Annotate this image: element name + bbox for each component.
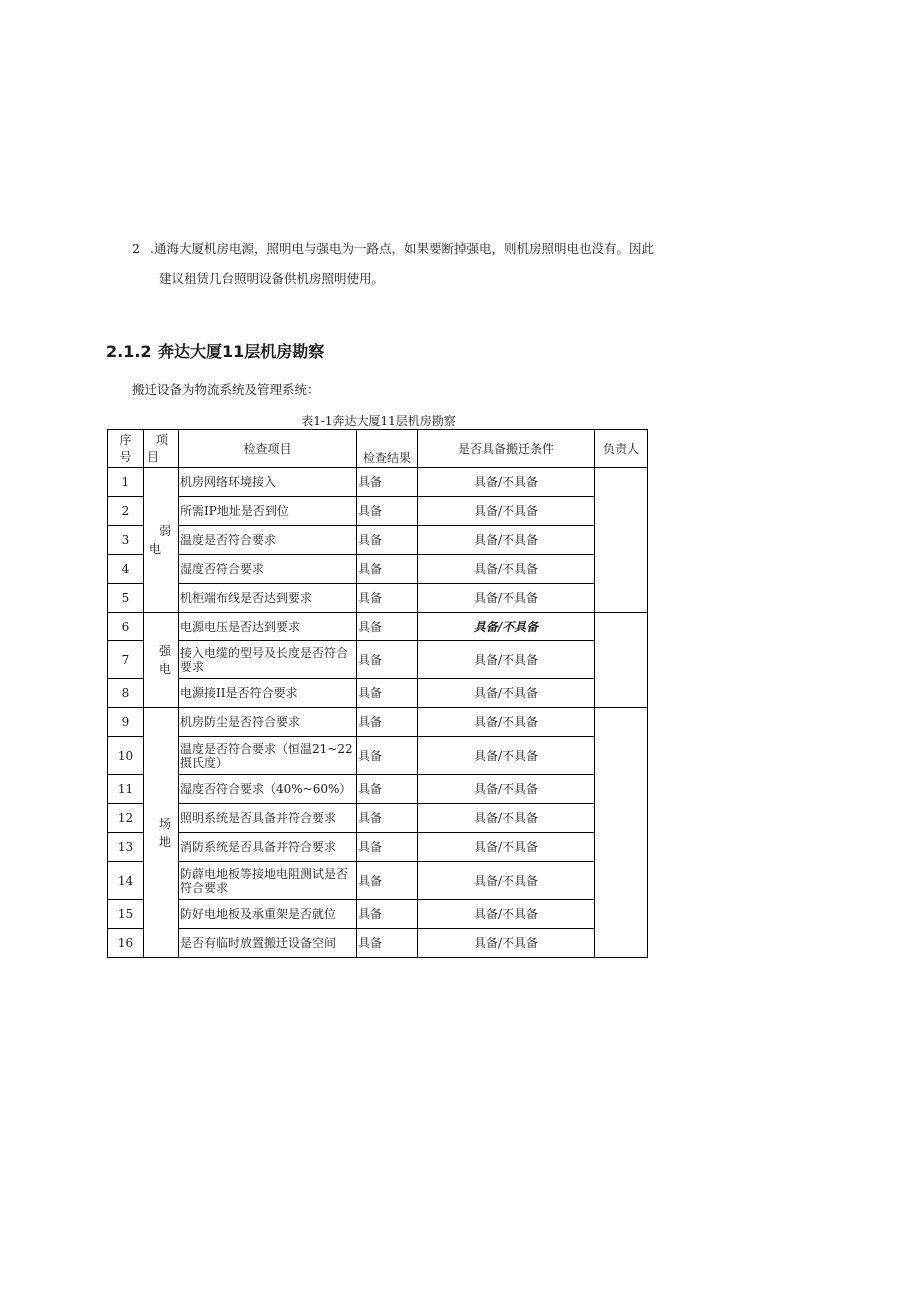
row-item: 机柜端布线是否达到要求 bbox=[179, 584, 357, 613]
row-condition: 具备/不具备 bbox=[418, 555, 595, 584]
row-result: 具备 bbox=[357, 526, 418, 555]
row-item: 照明系统是否具备并符合要求 bbox=[179, 804, 357, 833]
header-result: 检查结果 bbox=[357, 430, 418, 468]
row-condition: 具备/不具备 bbox=[418, 804, 595, 833]
group-cell-weak-current: 弱 电 bbox=[144, 468, 179, 613]
table-row bbox=[108, 708, 648, 737]
inspection-table bbox=[107, 429, 648, 958]
row-result: 具备 bbox=[357, 862, 418, 900]
row-condition: 具备/不具备 bbox=[418, 497, 595, 526]
row-result: 具备 bbox=[357, 900, 418, 929]
row-seq: 8 bbox=[108, 679, 144, 708]
row-result: 具备 bbox=[357, 679, 418, 708]
row-result: 具备 bbox=[357, 737, 418, 775]
paragraph-line-1 bbox=[132, 241, 654, 257]
row-item: 温度是否符合要求 bbox=[179, 526, 357, 555]
table-row bbox=[108, 900, 648, 929]
row-condition: 具备/不具备 bbox=[418, 468, 595, 497]
owner-cell-site bbox=[595, 708, 648, 958]
row-result: 具备 bbox=[357, 584, 418, 613]
row-seq: 1 bbox=[108, 468, 144, 497]
row-seq: 3 bbox=[108, 526, 144, 555]
row-result: 具备 bbox=[357, 833, 418, 862]
row-seq: 9 bbox=[108, 708, 144, 737]
row-item: 接入电缆的型号及长度是否符合要求 bbox=[179, 641, 357, 679]
header-item: 检查项目 bbox=[179, 430, 357, 468]
row-condition: 具备/不具备 bbox=[418, 737, 595, 775]
row-item: 防好电地板及承重架是否就位 bbox=[179, 900, 357, 929]
row-result: 具备 bbox=[357, 641, 418, 679]
row-condition: 具备/不具备 bbox=[418, 833, 595, 862]
paragraph-number: 2 bbox=[132, 241, 140, 256]
row-item: 所需IP地址是否到位 bbox=[179, 497, 357, 526]
table-row bbox=[108, 679, 648, 708]
row-item: 电源接II是否符合要求 bbox=[179, 679, 357, 708]
row-condition: 具备/不具备 bbox=[418, 862, 595, 900]
header-owner: 负责人 bbox=[595, 430, 648, 468]
row-item: 温度是否符合要求（恒温21~22摄氏度） bbox=[179, 737, 357, 775]
section-heading bbox=[106, 339, 324, 362]
owner-cell-weak-current bbox=[595, 468, 648, 613]
row-condition: 具备/不具备 bbox=[418, 526, 595, 555]
row-seq: 14 bbox=[108, 862, 144, 900]
row-seq: 16 bbox=[108, 929, 144, 958]
section-title: 奔达大厦11层机房勘察 bbox=[158, 342, 325, 361]
table-row bbox=[108, 775, 648, 804]
row-result: 具备 bbox=[357, 929, 418, 958]
row-seq: 13 bbox=[108, 833, 144, 862]
row-condition: 具备/不具备 bbox=[418, 708, 595, 737]
row-item: 是否有临时放置搬迁设备空间 bbox=[179, 929, 357, 958]
table-row bbox=[108, 737, 648, 775]
header-seq: 序 号 bbox=[108, 430, 144, 468]
owner-cell-strong-current bbox=[595, 613, 648, 708]
row-condition: 具备/不具备 bbox=[418, 584, 595, 613]
table-row bbox=[108, 584, 648, 613]
row-result: 具备 bbox=[357, 613, 418, 641]
row-item: 机房防尘是否符合要求 bbox=[179, 708, 357, 737]
row-seq: 11 bbox=[108, 775, 144, 804]
intro-text: 搬迁设备为物流系统及管理系统： bbox=[132, 382, 320, 397]
table-row bbox=[108, 526, 648, 555]
table-row bbox=[108, 468, 648, 497]
header-condition: 是否具备搬迁条件 bbox=[418, 430, 595, 468]
row-result: 具备 bbox=[357, 497, 418, 526]
row-seq: 7 bbox=[108, 641, 144, 679]
table-row bbox=[108, 929, 648, 958]
row-item: 湿度否符合要求 bbox=[179, 555, 357, 584]
table-row bbox=[108, 497, 648, 526]
table-row bbox=[108, 641, 648, 679]
row-seq: 15 bbox=[108, 900, 144, 929]
row-condition: 具备/不具备 bbox=[418, 900, 595, 929]
table-row bbox=[108, 555, 648, 584]
row-seq: 6 bbox=[108, 613, 144, 641]
row-seq: 4 bbox=[108, 555, 144, 584]
section-number: 2.1.2 bbox=[106, 342, 152, 361]
row-item: 防薜电地板等接地电阻测试是否符合要求 bbox=[179, 862, 357, 900]
row-condition: 具备/不具备 bbox=[418, 929, 595, 958]
row-result: 具备 bbox=[357, 468, 418, 497]
row-seq: 2 bbox=[108, 497, 144, 526]
table-header-row bbox=[108, 430, 648, 468]
table-row bbox=[108, 833, 648, 862]
table-row bbox=[108, 613, 648, 641]
row-condition: 具备/不具备 bbox=[418, 641, 595, 679]
group-cell-site: 场 地 bbox=[144, 708, 179, 958]
paragraph-line-2: 建议租赁几台照明设备供机房照明使用。 bbox=[159, 271, 385, 286]
row-result: 具备 bbox=[357, 804, 418, 833]
row-item: 湿度否符合要求（40%~60%） bbox=[179, 775, 357, 804]
row-result: 具备 bbox=[357, 555, 418, 584]
row-seq: 10 bbox=[108, 737, 144, 775]
row-condition: 具备/不具备 bbox=[418, 679, 595, 708]
row-result: 具备 bbox=[357, 708, 418, 737]
row-item: 电源电压是否达到要求 bbox=[179, 613, 357, 641]
table-caption: 表1-1奔达大厦11层机房勘察 bbox=[301, 414, 456, 428]
row-condition: 具备/不具备 bbox=[418, 775, 595, 804]
paragraph-text-1: .通海大厦机房电源，照明电与强电为一路点，如果要断掉强电，则机房照明电也没有。因此 bbox=[150, 241, 654, 256]
row-seq: 12 bbox=[108, 804, 144, 833]
row-item: 机房网络环境接入 bbox=[179, 468, 357, 497]
table-row bbox=[108, 862, 648, 900]
group-cell-strong-current: 强 电 bbox=[144, 613, 179, 708]
header-group: 项 目 bbox=[144, 430, 179, 468]
table-row bbox=[108, 804, 648, 833]
row-result: 具备 bbox=[357, 775, 418, 804]
row-item: 消防系统是否具备并符合要求 bbox=[179, 833, 357, 862]
row-condition: 具备/不具备 bbox=[418, 613, 595, 641]
row-seq: 5 bbox=[108, 584, 144, 613]
